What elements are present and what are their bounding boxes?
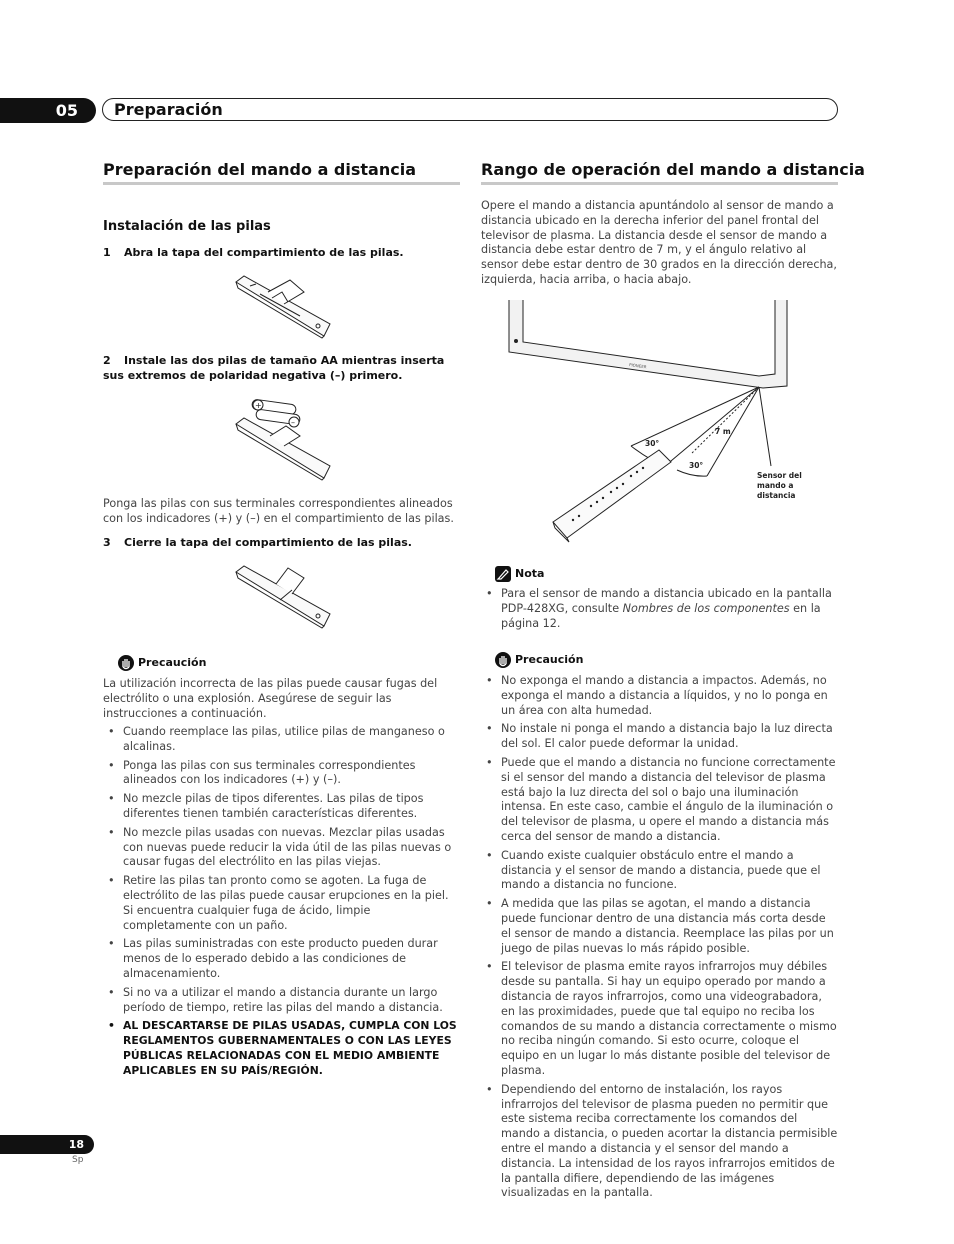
note-list	[481, 587, 838, 635]
remote-open-cover-illustration	[230, 272, 334, 344]
battery-alignment-text: Ponga las pilas con sus terminales correspondientes alineados con los indicadores (+) y (–) en el compartimiento de las pilas.	[103, 497, 454, 525]
component-names-ref: Nombres de los componentes	[622, 601, 790, 615]
left-caution-intro: La utilización incorrecta de las pilas puede causar fugas del electrólito o una explosión. Asegúrese de seguir las instrucciones a continuación.	[103, 677, 438, 720]
list-item: • No mezcle pilas usadas con nuevas. Mezclar pilas usadas con nuevas puede reducir la vida útil de las pilas nuevas o causar fugas del electrólito en las pilas viejas.	[108, 825, 452, 869]
step-3-number: 3	[103, 536, 111, 549]
sensor-label-line-1: Sensor del	[757, 471, 802, 480]
caution-hand-icon	[118, 655, 134, 671]
svg-text:PIONEER: PIONEER	[628, 362, 647, 370]
step-1	[103, 245, 460, 260]
step-1-number: 1	[103, 246, 111, 259]
list-item: • No exponga el mando a distancia a impactos. Además, no exponga el mando a distancia a líquidos, y no lo ponga en un área con alta humedad.	[486, 674, 828, 717]
remote-insert-batteries-illustration	[230, 392, 334, 484]
svg-text:+: +	[255, 401, 262, 410]
right-caution-list	[481, 674, 838, 1205]
right-caution-heading	[495, 652, 583, 668]
step-2-text: Instale las dos pilas de tamaño AA mientras inserta sus extremos de polaridad negativa (–) primero.	[103, 354, 445, 382]
list-item: • Las pilas suministradas con este producto pueden durar menos de lo esperado debido a las condiciones de almacenamiento.	[108, 937, 438, 980]
page-language: Sp	[72, 1155, 84, 1165]
left-caution-title: Precaución	[138, 656, 207, 669]
angle-left-label: 30°	[645, 439, 660, 448]
list-item: • El televisor de plasma emite rayos infrarrojos muy débiles desde su pantalla. Si hay un equipo operado por mando a distancia de rayos infrarrojos, como una videograbadora, en las proximidades, puede que tal equipo no reciba los comandos de su mando a distancia correctamente o mismo no reciba ningún comando. Si esto ocurre, coloque el equipo en un lugar lo más distante posible del televisor de plasma.	[486, 960, 837, 1077]
chapter-number-badge: 05	[0, 98, 96, 123]
left-caution-heading	[118, 655, 206, 671]
sensor-label-line-3: distancia	[757, 491, 796, 500]
caution-hand-icon	[495, 652, 511, 668]
note-pencil-icon	[495, 566, 511, 582]
disposal-warning: • AL DESCARTARSE DE PILAS USADAS, CUMPLA CON LOS REGLAMENTOS GUBERNAMENTALES O CON LAS LEYES PÚBLICAS RELACIONADAS CON EL MEDIO AMBIENTE APLICABLES EN SU PAÍS/REGIÓN.	[108, 1019, 457, 1077]
list-item: • No mezcle pilas de tipos diferentes. Las pilas de tipos diferentes tienen también características diferentes.	[108, 792, 424, 820]
right-caution-title: Precaución	[515, 653, 584, 666]
distance-label: 7 m	[715, 427, 731, 436]
svg-text:–: –	[291, 418, 295, 427]
angle-right-label: 30°	[689, 461, 704, 470]
list-item: • Si no va a utilizar el mando a distancia durante un largo período de tiempo, retire las pilas del mando a distancia.	[108, 985, 443, 1014]
step-1-text: Abra la tapa del compartimiento de las pilas.	[124, 246, 404, 259]
list-item: • A medida que las pilas se agotan, el mando a distancia puede funcionar dentro de una distancia más corta desde el sensor de mando a distancia. Reemplace las pilas por un juego de pilas nuevas lo más rápido posible.	[486, 897, 834, 955]
list-item: • Para el sensor de mando a distancia ubicado en la pantalla PDP-428XG, consulte Nombres de los componentes en la página 12.	[486, 587, 832, 630]
page-number: 18	[0, 1135, 94, 1154]
chapter-title: Preparación	[114, 100, 223, 119]
list-item: • Retire las pilas tan pronto como se agoten. La fuga de electrólito de las pilas puede causar erupciones en la piel. Si encuentra cualquier fuga de ácido, limpie completamente con un paño.	[108, 874, 449, 932]
step-3-text: Cierre la tapa del compartimiento de las pilas.	[124, 536, 412, 549]
step-2-number: 2	[103, 354, 111, 367]
list-item: • No instale ni ponga el mando a distancia bajo la luz directa del sol. El calor puede deformar la unidad.	[486, 722, 833, 751]
list-item: • Puede que el mando a distancia no funcione correctamente si el sensor del mando a distancia del televisor de plasma está bajo la luz directa del sol o bajo una iluminación intensa. En este caso, cambie el ángulo de la iluminación o del televisor de plasma, u opere el mando a distancia más cerca del sensor de mando a distancia.	[486, 755, 836, 843]
operating-range-diagram	[481, 296, 838, 546]
battery-subheading: Instalación de las pilas	[103, 219, 271, 234]
left-section-title: Preparación del mando a distancia	[103, 160, 416, 179]
note-title: Nota	[515, 567, 545, 580]
list-item: • Dependiendo del entorno de instalación, los rayos infrarrojos del televisor de plasma pueden no permitir que este sistema reciba correctamente los comandos del mando a distancia, o pueden acortar la distancia permisible entre el mando a distancia y el sensor del mando a distancia. La intensidad de los rayos infrarrojos emitidos de la pantalla difiere, dependiendo de las imágenes visualizadas en la pantalla.	[486, 1082, 838, 1200]
left-caution-list	[103, 725, 460, 1083]
operating-range-intro: Opere el mando a distancia apuntándolo al sensor de mando a distancia ubicado en la derecha inferior del panel frontal del televisor de plasma. La distancia desde el sensor de mando a distancia debe estar dentro de 7 m, y el ángulo relativo al sensor debe estar dentro de 30 grados en la dirección derecha, izquierda, hacia arriba, o hacia abajo.	[481, 199, 837, 286]
right-section-rule	[481, 182, 838, 185]
list-item: • Cuando reemplace las pilas, utilice pilas de manganeso o alcalinas.	[108, 725, 445, 753]
sensor-label-line-2: mando a	[757, 481, 794, 490]
list-item: • Cuando existe cualquier obstáculo entre el mando a distancia y el sensor de mando a distancia, puede que el mando a distancia no funcione.	[486, 848, 821, 892]
step-2	[103, 353, 460, 383]
step-3	[103, 535, 460, 550]
note-heading	[495, 566, 544, 582]
left-section-rule	[103, 182, 460, 185]
right-section-title: Rango de operación del mando a distancia	[481, 160, 865, 179]
list-item: • Ponga las pilas con sus terminales correspondientes alineados con los indicadores (+) y (–).	[108, 758, 416, 787]
remote-close-cover-illustration	[230, 560, 334, 634]
